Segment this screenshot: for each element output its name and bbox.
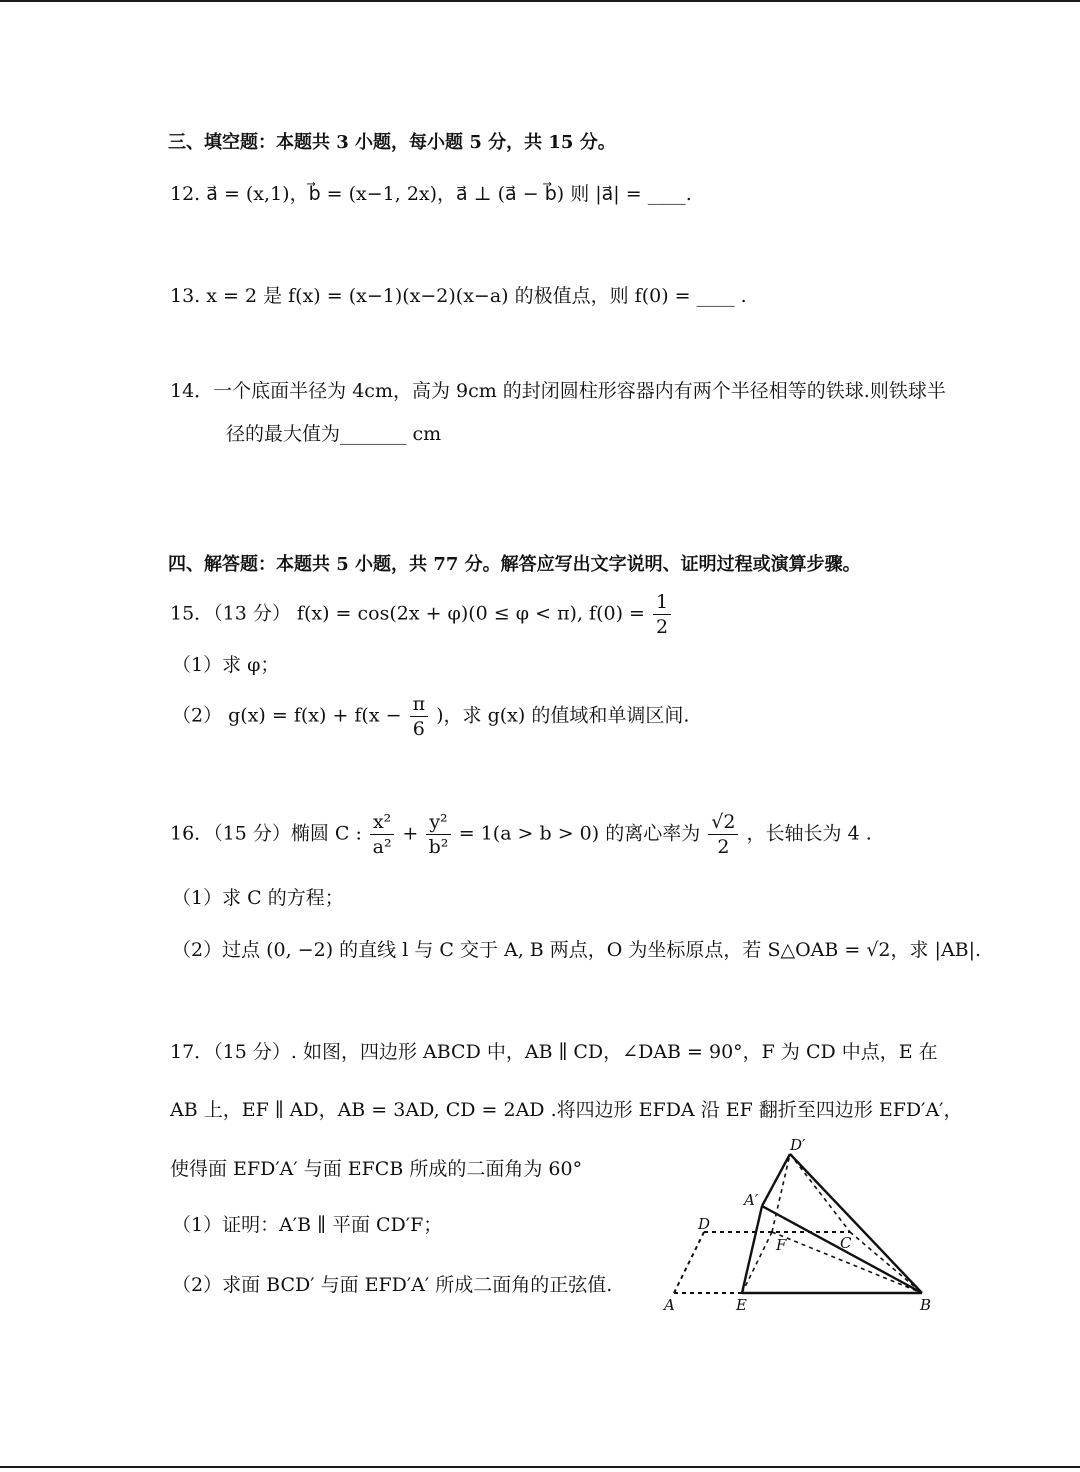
- label-E: E: [736, 1296, 747, 1314]
- q15-fraction-numerator: 1: [653, 590, 671, 615]
- label-A-prime: A′: [744, 1191, 759, 1209]
- question-15-stem: [170, 590, 673, 639]
- question-17-part2: （2）求面 BCD′ 与面 EFD′A′ 所成二面角的正弦值.: [172, 1274, 613, 1296]
- question-17-line1: 17．（15 分）. 如图，四边形 ABCD 中，AB ∥ CD，∠DAB = 90°，F 为 CD 中点，E 在: [170, 1041, 938, 1063]
- label-D-prime: D′: [790, 1136, 806, 1154]
- question-14-line1: 14．一个底面半径为 4cm，高为 9cm 的封闭圆柱形容器内有两个半径相等的铁球.则铁球半: [170, 380, 946, 402]
- q15-part2-numerator: π: [410, 692, 429, 717]
- q16-fraction-x-numerator: x²: [370, 810, 394, 835]
- edge-AprimeDprime: [762, 1154, 790, 1206]
- q16-prefix: 16．（15 分）椭圆 C :: [170, 822, 362, 845]
- q15-part2-suffix: )，求 g(x) 的值域和单调区间.: [436, 704, 690, 727]
- q15-part2-fraction: [410, 692, 429, 741]
- label-C: C: [840, 1234, 852, 1252]
- question-13: 13. x = 2 是 f(x) = (x−1)(x−2)(x−a) 的极值点，则 f(0) = ____ .: [170, 285, 747, 307]
- section4-heading: 四、解答题：本题共 5 小题，共 77 分。解答应写出文字说明、证明过程或演算步骤。: [168, 554, 861, 575]
- q15-fraction: [653, 590, 671, 639]
- label-F: F: [776, 1236, 787, 1254]
- q15-fraction-denominator: 2: [656, 616, 669, 638]
- q16-plus: +: [402, 822, 419, 845]
- q15-stem-text: 15．（13 分） f(x) = cos(2x + φ)(0 ≤ φ < π), f(0) =: [170, 602, 645, 625]
- question-12: 12. a⃗ = (x,1)，b⃗ = (x−1, 2x)，a⃗ ⊥ (a⃗ − b⃗) 则 |a⃗| = ____.: [170, 183, 692, 205]
- question-14-line2: 径的最大值为_______ cm: [226, 423, 442, 445]
- q15-part2-prefix: （2） g(x) = f(x) + f(x −: [172, 704, 402, 727]
- question-15-part2: [172, 692, 689, 741]
- top-border-line: [0, 0, 1080, 2]
- q16-middle: = 1(a > b > 0) 的离心率为: [458, 822, 701, 845]
- edge-EAprime: [742, 1206, 762, 1293]
- q15-part2-denominator: 6: [412, 718, 425, 740]
- question-16-part2: （2）过点 (0, −2) 的直线 l 与 C 交于 A, B 两点，O 为坐标原点，若 S△OAB = √2，求 |AB|.: [172, 939, 982, 961]
- edge-AD: [674, 1232, 704, 1293]
- section3-heading: 三、填空题：本题共 3 小题，每小题 5 分，共 15 分。: [168, 132, 616, 153]
- q16-fraction-y: [426, 810, 450, 859]
- question-16-part1: （1）求 C 的方程；: [172, 887, 344, 909]
- question-17-part1: （1）证明：A′B ∥ 平面 CD′F；: [172, 1214, 443, 1236]
- q16-fraction-y-numerator: y²: [426, 810, 450, 835]
- edge-DprimeC: [790, 1154, 850, 1232]
- question-17-line3: 使得面 EFD′A′ 与面 EFCB 所成的二面角为 60°: [170, 1158, 583, 1180]
- question-16-stem: [170, 810, 872, 859]
- question-15-part1: （1）求 φ；: [172, 654, 280, 676]
- q16-fraction-x: [370, 810, 394, 859]
- label-D: D: [698, 1215, 711, 1233]
- q16-fraction-y-denominator: b²: [428, 836, 449, 858]
- label-B: B: [920, 1296, 932, 1314]
- q16-fraction-x-denominator: a²: [372, 836, 392, 858]
- q16-suffix: ，长轴长为 4 .: [746, 822, 872, 845]
- q16-eccentricity-denominator: 2: [717, 836, 730, 858]
- bottom-border-line: [0, 1466, 1080, 1468]
- folded-quadrilateral-figure: [652, 1128, 952, 1318]
- q16-eccentricity-fraction: [708, 810, 738, 859]
- edge-DprimeB: [790, 1154, 922, 1293]
- q16-eccentricity-numerator: √2: [708, 810, 738, 835]
- edge-EF: [742, 1232, 772, 1293]
- edge-CB: [850, 1232, 922, 1293]
- question-17-line2: AB 上，EF ∥ AD，AB = 3AD, CD = 2AD .将四边形 EFDA 沿 EF 翻折至四边形 EFD′A′，: [170, 1099, 963, 1121]
- label-A: A: [664, 1296, 675, 1314]
